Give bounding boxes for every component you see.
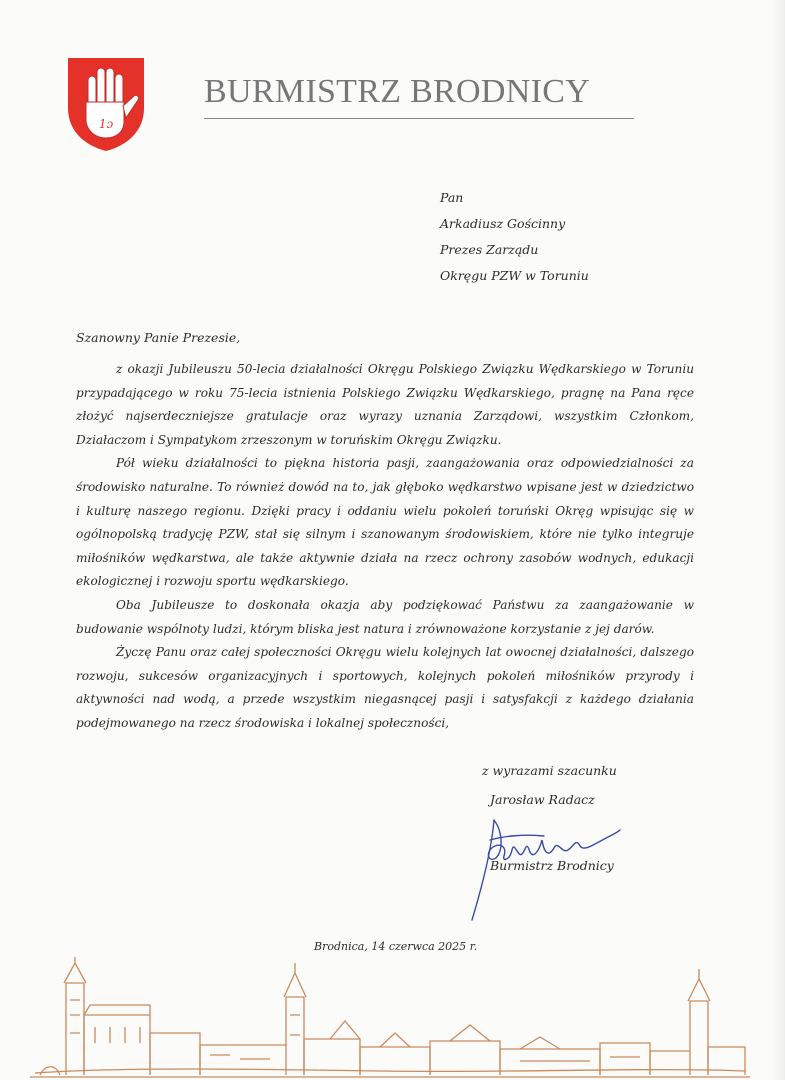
addressee-line: Pan (440, 190, 464, 205)
addressee-block (440, 185, 760, 289)
body-paragraph: Pół wieku działalności to piękna historia pasji, zaangażowania oraz odpowiedzialności za środowisko naturalne. To również dowód na to, jak głęboko wędkarstwo wpisane jest w dziedzictwo i kulturę naszego regionu. Dzięki pracy i oddaniu wielu pokoleń toruński Okręg wpisując się w ogólnopolską tradycję PZW, stał się silnym i szanowanym środowiskiem, które nie tylko integruje miłośników wędkarstwa, ale także aktywnie działa na rzecz ochrony zasobów wodnych, edukacji ekologicznej i rozwoju sportu wędkarskiego. (76, 456, 694, 589)
body-paragraph: Oba Jubileusze to doskonała okazja aby podziękować Państwu za zaangażowanie w budowanie wspólnoty ludzi, którym bliska jest natura i zrównoważone korzystanie z jej darów. (76, 597, 694, 636)
addressee-line: Prezes Zarządu (440, 242, 539, 257)
signer-name: Jarosław Radacz (490, 792, 595, 807)
page-edge (773, 0, 785, 1080)
place-date: Brodnica, 14 czerwca 2025 r. (314, 940, 478, 953)
addressee-line: Arkadiusz Gościnny (440, 216, 566, 231)
closing-regards: z wyrazami szacunku (482, 763, 617, 778)
signer-role: Burmistrz Brodnicy (490, 858, 614, 873)
letterhead-rule (204, 118, 634, 119)
body-paragraph: Życzę Panu oraz całej społeczności Okręgu wielu kolejnych lat owocnej działalności, dalszego rozwoju, sukcesów organizacyjnych i sportowych, kolejnych pokoleń miłośników przyrody i aktywności nad wodą, a przede wszystkim niegasnącej pasji i satysfakcji z każdego działania podejmowanego na rzecz środowiska i lokalnej społeczności, (76, 645, 694, 730)
body-paragraph: z okazji Jubileuszu 50-lecia działalności Okręgu Polskiego Związku Wędkarskiego w Toruniu przypadającego w roku 75-lecia istnienia Polskiego Związku Wędkarskiego, pragnę na Pana ręce złożyć najserdeczniejsze gratulacje oraz wyrazy uznania Zarządowi, wszystkim Członkom, Działaczom i Sympatykom zrzeszonym w toruńskim Okręgu Związku. (76, 362, 694, 447)
addressee-line: Okręgu PZW w Toruniu (440, 268, 589, 283)
coat-of-arms-icon (66, 56, 146, 152)
salutation: Szanowny Panie Prezesie, (76, 330, 241, 345)
svg-text:1ɔ: 1ɔ (98, 117, 114, 131)
town-skyline-illustration (0, 955, 785, 1080)
letter-body (76, 358, 694, 736)
letterhead-title: BURMISTRZ BRODNICY (204, 73, 591, 110)
